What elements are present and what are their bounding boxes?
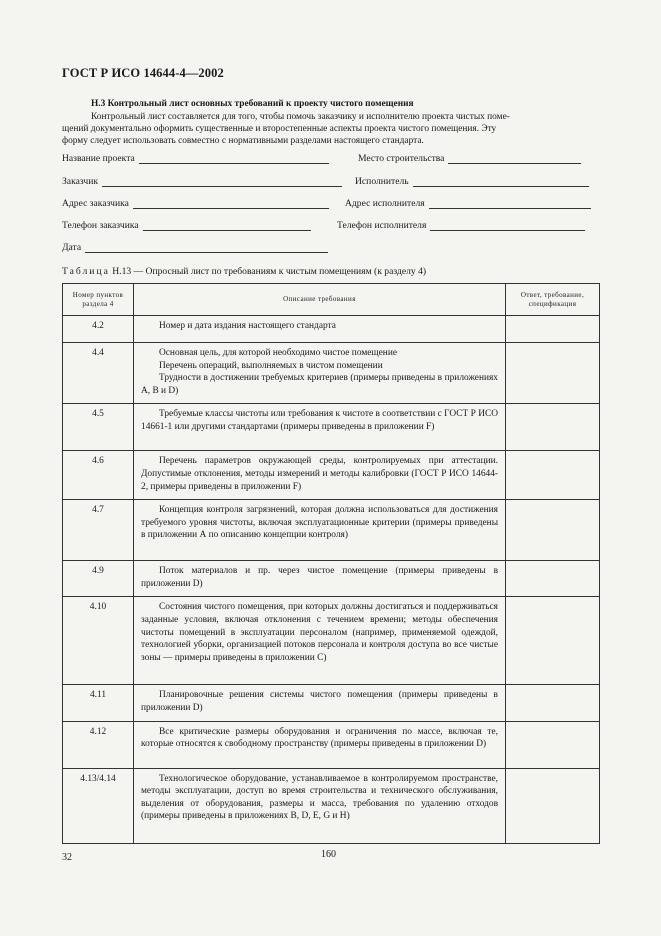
contractor-field: [355, 176, 589, 187]
row-description: [134, 721, 506, 768]
table-row: [63, 597, 600, 685]
contractor-address-label: Адрес исполнителя: [345, 198, 425, 209]
table-row: [63, 721, 600, 768]
row-answer-cell[interactable]: [506, 561, 600, 597]
row-description-line: Технологическое оборудование, устанавливаемое в контролируемом пространстве, методы эксплуатации, доступ во время строительства и технического обслуживания, выделения от оборудования, размеры и масса, требования по удалению отходов (примеры приведены в приложениях В, D, E, G и H): [141, 773, 498, 822]
row-description-line: Поток материалов и пр. через чистое помещение (примеры приведены в приложении D): [141, 566, 498, 589]
row-number: 4.13/4.14: [63, 768, 134, 843]
row-description: [134, 500, 506, 561]
row-description-line: Все критические размеры оборудования и ограничения по массе, включая те, которые относятся к свободному пространству (примеры приведены в приложении D): [141, 726, 498, 750]
row-answer-cell[interactable]: [506, 685, 600, 721]
row-description-line: Требуемые классы чистоты или требования к чистоте в соответствии с ГОСТ Р ИСО 14661-1 или другими стандартами (примеры приведены в приложении F): [141, 409, 498, 432]
row-answer-cell[interactable]: [506, 451, 600, 500]
table-header-row: [63, 284, 600, 316]
contractor-blank[interactable]: [413, 177, 589, 187]
intro-line: щений документально оформить существенные и второстепенные аспекты проекта чистого помещения. Эту: [62, 124, 497, 135]
document-header: ГОСТ Р ИСО 14644-4—2002: [62, 66, 224, 80]
row-answer-cell[interactable]: [506, 768, 600, 843]
row-description: [134, 597, 506, 685]
table-row: [63, 500, 600, 561]
row-description: [134, 451, 506, 500]
row-number: 4.12: [63, 721, 134, 768]
customer-address-label: Адрес заказчика: [62, 198, 129, 209]
table-row: [63, 404, 600, 451]
table-row: [63, 316, 600, 343]
row-description: [134, 685, 506, 721]
customer-phone-field: [62, 220, 311, 231]
row-description-line: Номер и дата издания настоящего стандарта: [159, 321, 336, 331]
row-answer-cell[interactable]: [506, 316, 600, 343]
row-number: 4.6: [63, 451, 134, 500]
table-row: [63, 451, 600, 500]
location-label: Место строительства: [358, 153, 445, 164]
intro-line: Контрольный лист составляется для того, чтобы помочь заказчику и исполнителю проекта чистых поме-: [91, 112, 510, 122]
date-label: Дата: [62, 242, 82, 253]
table-row: [63, 768, 600, 843]
row-number: 4.5: [63, 404, 134, 451]
header-answer: Ответ, требование, спецификация: [506, 284, 600, 316]
intro-line: форму следует использовать совместно с нормативными разделами настоящего стандарта.: [62, 136, 424, 147]
header-description: Описание требования: [134, 284, 506, 316]
table-caption: [62, 266, 426, 277]
customer-field: [62, 176, 342, 187]
customer-label: Заказчик: [62, 176, 99, 187]
date-blank[interactable]: [85, 243, 328, 253]
row-number: 4.4: [63, 343, 134, 404]
row-answer-cell[interactable]: [506, 343, 600, 404]
row-number: 4.11: [63, 685, 134, 721]
section-title: Н.3 Контрольный лист основных требований к проекту чистого помещения: [91, 99, 414, 109]
row-description-line: Основная цель, для которой необходимо чистое помещение: [159, 348, 398, 358]
row-answer-cell[interactable]: [506, 721, 600, 768]
contractor-address-blank[interactable]: [429, 199, 591, 209]
contractor-phone-blank[interactable]: [430, 221, 585, 231]
customer-address-field: [62, 198, 329, 209]
row-number: 4.9: [63, 561, 134, 597]
row-number: 4.10: [63, 597, 134, 685]
row-number: 4.7: [63, 500, 134, 561]
row-description: [134, 404, 506, 451]
row-description-line: Планировочные решения системы чистого помещения (примеры приведены в приложении D): [141, 690, 498, 713]
project-name-blank[interactable]: [139, 154, 329, 164]
row-description: [134, 316, 506, 343]
date-field: [62, 242, 328, 253]
row-description: [134, 561, 506, 597]
customer-phone-label: Телефон заказчика: [62, 220, 139, 231]
row-description-line: Перечень параметров окружающей среды, контролируемых при аттестации. Допустимые отклонения, методы измерений и методы калибровки (ГОСТ Р ИСО 14644-2, примеры приведены в приложении F): [141, 456, 498, 492]
contractor-label: Исполнитель: [355, 176, 409, 187]
contractor-phone-field: [337, 220, 585, 231]
table-row: [63, 685, 600, 721]
row-description: [134, 343, 506, 404]
location-field: [358, 153, 581, 164]
customer-address-blank[interactable]: [133, 199, 329, 209]
customer-phone-blank[interactable]: [143, 221, 311, 231]
row-answer-cell[interactable]: [506, 500, 600, 561]
table-row: [63, 343, 600, 404]
location-blank[interactable]: [448, 154, 581, 164]
row-number: 4.2: [63, 316, 134, 343]
contractor-phone-label: Телефон исполнителя: [337, 220, 427, 231]
contractor-address-field: [345, 198, 591, 209]
table-caption-prefix: Таблица: [62, 266, 110, 277]
table-caption-text: Н.13 — Опросный лист по требованиям к чистым помещениям (к разделу 4): [109, 266, 427, 277]
section-intro: [62, 111, 600, 148]
row-description: [134, 768, 506, 843]
header-item-number: Номер пунктов раздела 4: [63, 284, 134, 316]
project-name-label: Название проекта: [62, 153, 135, 164]
page-number-center: 160: [321, 849, 336, 860]
row-description-line: Перечень операций, выполняемых в чистом помещении: [159, 360, 383, 371]
row-description-line: Состояния чистого помещения, при которых должны достигаться и поддерживаться заданные условия, включая отклонения с течением времени; методы обеспечения чистоты помещений в эксплуатации персоналом (например, применяемой одеждой, технологией уборки, организацией потоков персонала и контроля доступа во все чистые зоны — примеры приведены в приложении С): [141, 602, 498, 663]
page-number-left: 32: [62, 852, 72, 863]
requirements-table: [62, 283, 600, 844]
row-description-line: Трудности в достижении требуемых критериев (примеры приведены в приложениях А, В и D): [141, 373, 498, 396]
project-name-field: [62, 153, 329, 164]
table-row: [63, 561, 600, 597]
customer-blank[interactable]: [102, 177, 342, 187]
row-description-line: Концепция контроля загрязнений, которая должна использоваться для достижения требуемого уровня чистоты, включая эксплуатационные критерии (примеры приведены в приложении А по описанию концепции контроля): [141, 505, 498, 541]
row-answer-cell[interactable]: [506, 404, 600, 451]
row-answer-cell[interactable]: [506, 597, 600, 685]
